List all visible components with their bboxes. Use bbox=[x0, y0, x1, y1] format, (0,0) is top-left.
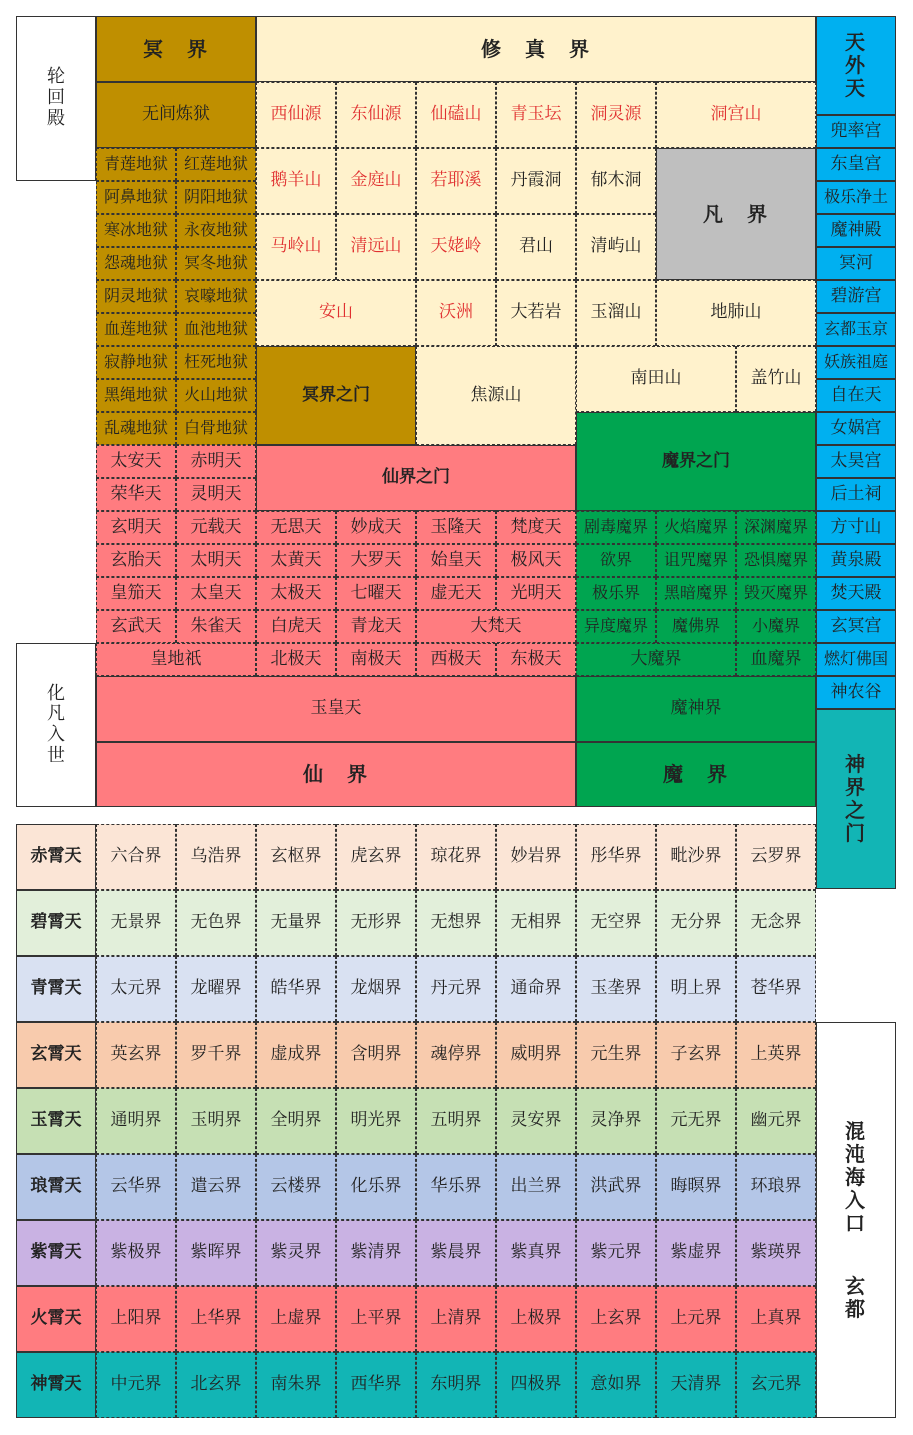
world-cell: 紫瑛界 bbox=[736, 1220, 816, 1286]
world-cell: 化乐界 bbox=[336, 1154, 416, 1220]
cave-heaven: 天姥岭 bbox=[416, 214, 496, 280]
world-cell: 玄枢界 bbox=[256, 824, 336, 890]
world-cell: 五明界 bbox=[416, 1088, 496, 1154]
cave-heaven: 鹅羊山 bbox=[256, 148, 336, 214]
heaven-cell: 玉隆天 bbox=[416, 511, 496, 544]
world-cell: 上玄界 bbox=[576, 1286, 656, 1352]
heaven-cell: 朱雀天 bbox=[176, 610, 256, 643]
world-cell: 上虚界 bbox=[256, 1286, 336, 1352]
wujian-purgatory: 无间炼狱 bbox=[96, 82, 256, 148]
heaven-cell: 虚无天 bbox=[416, 577, 496, 610]
demon-cell: 大魔界 bbox=[576, 643, 736, 676]
world-cell: 紫灵界 bbox=[256, 1220, 336, 1286]
heaven-cell: 极风天 bbox=[496, 544, 576, 577]
mortal-realm: 凡 界 bbox=[656, 148, 816, 280]
cave-heaven: 盖竹山 bbox=[736, 346, 816, 412]
palace-cell: 妖族祖庭 bbox=[816, 346, 896, 379]
world-cell: 意如界 bbox=[576, 1352, 656, 1418]
world-cell: 上清界 bbox=[416, 1286, 496, 1352]
cave-heaven: 玉溜山 bbox=[576, 280, 656, 346]
hell-cell: 阴阳地狱 bbox=[176, 181, 256, 214]
xiao-heaven-label: 赤霄天 bbox=[16, 824, 96, 890]
palace-cell: 自在天 bbox=[816, 379, 896, 412]
hell-cell: 怨魂地狱 bbox=[96, 247, 176, 280]
cave-heaven: 清屿山 bbox=[576, 214, 656, 280]
xiao-heaven-label: 紫霄天 bbox=[16, 1220, 96, 1286]
jade-emperor-heaven: 玉皇天 bbox=[96, 676, 576, 742]
hell-cell: 白骨地狱 bbox=[176, 412, 256, 445]
cave-heaven: 洞宫山 bbox=[656, 82, 816, 148]
demon-god-realm: 魔神界 bbox=[576, 676, 816, 742]
heaven-cell: 无思天 bbox=[256, 511, 336, 544]
world-cell: 无色界 bbox=[176, 890, 256, 956]
palace-cell: 碧游宫 bbox=[816, 280, 896, 313]
world-cell: 无量界 bbox=[256, 890, 336, 956]
world-cell: 上真界 bbox=[736, 1286, 816, 1352]
cave-heaven: 青玉坛 bbox=[496, 82, 576, 148]
palace-cell: 焚天殿 bbox=[816, 577, 896, 610]
world-cell: 苍华界 bbox=[736, 956, 816, 1022]
world-cell: 云楼界 bbox=[256, 1154, 336, 1220]
heaven-cell: 太极天 bbox=[256, 577, 336, 610]
palace-cell: 东皇宫 bbox=[816, 148, 896, 181]
heaven-cell: 赤明天 bbox=[176, 445, 256, 478]
world-cell: 幽元界 bbox=[736, 1088, 816, 1154]
palace-cell: 兜率宫 bbox=[816, 115, 896, 148]
demon-cell: 火焰魔界 bbox=[656, 511, 736, 544]
world-cell: 上元界 bbox=[656, 1286, 736, 1352]
xiao-heaven-label: 琅霄天 bbox=[16, 1154, 96, 1220]
hell-cell: 寂静地狱 bbox=[96, 346, 176, 379]
palace-cell: 女娲宫 bbox=[816, 412, 896, 445]
demon-cell: 毁灭魔界 bbox=[736, 577, 816, 610]
world-cell: 妙岩界 bbox=[496, 824, 576, 890]
cave-heaven: 清远山 bbox=[336, 214, 416, 280]
heaven-cell: 北极天 bbox=[256, 643, 336, 676]
palace-cell: 方寸山 bbox=[816, 511, 896, 544]
heaven-cell: 七曜天 bbox=[336, 577, 416, 610]
cave-heaven: 南田山 bbox=[576, 346, 736, 412]
palace-cell: 太昊宫 bbox=[816, 445, 896, 478]
hell-cell: 血池地狱 bbox=[176, 313, 256, 346]
heaven-cell: 太安天 bbox=[96, 445, 176, 478]
hell-cell: 黑绳地狱 bbox=[96, 379, 176, 412]
hell-cell: 血莲地狱 bbox=[96, 313, 176, 346]
world-cell: 彤华界 bbox=[576, 824, 656, 890]
world-cell: 上英界 bbox=[736, 1022, 816, 1088]
demon-cell: 黑暗魔界 bbox=[656, 577, 736, 610]
demon-cell: 异度魔界 bbox=[576, 610, 656, 643]
world-cell: 通命界 bbox=[496, 956, 576, 1022]
demon-realm-title: 魔 界 bbox=[576, 742, 816, 807]
world-cell: 灵安界 bbox=[496, 1088, 576, 1154]
world-cell: 无想界 bbox=[416, 890, 496, 956]
hell-cell: 红莲地狱 bbox=[176, 148, 256, 181]
cave-heaven: 仙磕山 bbox=[416, 82, 496, 148]
chaos-sea-entrance: 混 沌 海 入 口 玄 都 bbox=[816, 1022, 896, 1418]
world-cell: 玉明界 bbox=[176, 1088, 256, 1154]
palace-cell: 冥河 bbox=[816, 247, 896, 280]
lunhui-palace: 轮 回 殿 bbox=[16, 16, 96, 181]
cave-heaven: 金庭山 bbox=[336, 148, 416, 214]
world-cell: 南朱界 bbox=[256, 1352, 336, 1418]
cave-heaven: 沃洲 bbox=[416, 280, 496, 346]
world-cell: 东明界 bbox=[416, 1352, 496, 1418]
world-cell: 琼花界 bbox=[416, 824, 496, 890]
demon-cell: 极乐界 bbox=[576, 577, 656, 610]
world-cell: 上阳界 bbox=[96, 1286, 176, 1352]
immortal-realm-title: 仙 界 bbox=[96, 742, 576, 807]
world-cell: 北玄界 bbox=[176, 1352, 256, 1418]
xiao-heaven-label: 玄霄天 bbox=[16, 1022, 96, 1088]
cultivation-realm-title: 修 真 界 bbox=[256, 16, 816, 82]
world-cell: 通明界 bbox=[96, 1088, 176, 1154]
heaven-cell: 皇地祇 bbox=[96, 643, 256, 676]
demon-cell: 小魔界 bbox=[736, 610, 816, 643]
demon-cell: 欲界 bbox=[576, 544, 656, 577]
heaven-cell: 西极天 bbox=[416, 643, 496, 676]
world-cell: 华乐界 bbox=[416, 1154, 496, 1220]
hell-cell: 寒冰地狱 bbox=[96, 214, 176, 247]
world-cell: 云华界 bbox=[96, 1154, 176, 1220]
world-cell: 英玄界 bbox=[96, 1022, 176, 1088]
cave-heaven: 地肺山 bbox=[656, 280, 816, 346]
demon-cell: 诅咒魔界 bbox=[656, 544, 736, 577]
world-cell: 六合界 bbox=[96, 824, 176, 890]
hell-cell: 火山地狱 bbox=[176, 379, 256, 412]
world-cell: 遣云界 bbox=[176, 1154, 256, 1220]
world-cell: 紫晖界 bbox=[176, 1220, 256, 1286]
world-cell: 洪武界 bbox=[576, 1154, 656, 1220]
world-cell: 紫清界 bbox=[336, 1220, 416, 1286]
heaven-cell: 东极天 bbox=[496, 643, 576, 676]
hell-cell: 阴灵地狱 bbox=[96, 280, 176, 313]
world-cell: 子玄界 bbox=[656, 1022, 736, 1088]
xiao-heaven-label: 火霄天 bbox=[16, 1286, 96, 1352]
palace-cell: 玄都玉京 bbox=[816, 313, 896, 346]
demon-cell: 魔佛界 bbox=[656, 610, 736, 643]
heaven-cell: 玄明天 bbox=[96, 511, 176, 544]
world-cell: 上平界 bbox=[336, 1286, 416, 1352]
world-cell: 中元界 bbox=[96, 1352, 176, 1418]
world-cell: 元生界 bbox=[576, 1022, 656, 1088]
heaven-cell: 梵度天 bbox=[496, 511, 576, 544]
heaven-cell: 太黄天 bbox=[256, 544, 336, 577]
world-cell: 紫晨界 bbox=[416, 1220, 496, 1286]
immortal-gate: 仙界之门 bbox=[256, 445, 576, 511]
world-cell: 西华界 bbox=[336, 1352, 416, 1418]
world-cell: 全明界 bbox=[256, 1088, 336, 1154]
world-cell: 无念界 bbox=[736, 890, 816, 956]
world-cell: 上华界 bbox=[176, 1286, 256, 1352]
palace-cell: 极乐净土 bbox=[816, 181, 896, 214]
heaven-cell: 太皇天 bbox=[176, 577, 256, 610]
world-cell: 天清界 bbox=[656, 1352, 736, 1418]
heaven-cell: 大罗天 bbox=[336, 544, 416, 577]
world-cell: 明上界 bbox=[656, 956, 736, 1022]
world-cell: 无分界 bbox=[656, 890, 736, 956]
demon-cell: 血魔界 bbox=[736, 643, 816, 676]
world-cell: 无景界 bbox=[96, 890, 176, 956]
beyond-heaven: 天 外 天 bbox=[816, 16, 896, 115]
world-cell: 环琅界 bbox=[736, 1154, 816, 1220]
xiao-heaven-label: 青霄天 bbox=[16, 956, 96, 1022]
world-cell: 无形界 bbox=[336, 890, 416, 956]
world-cell: 上极界 bbox=[496, 1286, 576, 1352]
hell-cell: 乱魂地狱 bbox=[96, 412, 176, 445]
world-cell: 含明界 bbox=[336, 1022, 416, 1088]
cave-heaven: 君山 bbox=[496, 214, 576, 280]
heaven-cell: 元载天 bbox=[176, 511, 256, 544]
world-cell: 四极界 bbox=[496, 1352, 576, 1418]
heaven-cell: 灵明天 bbox=[176, 478, 256, 511]
heaven-cell: 太明天 bbox=[176, 544, 256, 577]
heaven-cell: 始皇天 bbox=[416, 544, 496, 577]
heaven-cell: 玄武天 bbox=[96, 610, 176, 643]
hell-cell: 永夜地狱 bbox=[176, 214, 256, 247]
cave-heaven: 安山 bbox=[256, 280, 416, 346]
world-cell: 丹元界 bbox=[416, 956, 496, 1022]
heaven-cell: 皇笳天 bbox=[96, 577, 176, 610]
cave-heaven: 丹霞洞 bbox=[496, 148, 576, 214]
world-cell: 紫极界 bbox=[96, 1220, 176, 1286]
world-cell: 无相界 bbox=[496, 890, 576, 956]
world-cell: 紫虚界 bbox=[656, 1220, 736, 1286]
hell-cell: 冥冬地狱 bbox=[176, 247, 256, 280]
xiao-heaven-label: 碧霄天 bbox=[16, 890, 96, 956]
world-cell: 龙烟界 bbox=[336, 956, 416, 1022]
hell-cell: 阿鼻地狱 bbox=[96, 181, 176, 214]
heaven-cell: 南极天 bbox=[336, 643, 416, 676]
cave-heaven: 大若岩 bbox=[496, 280, 576, 346]
demon-cell: 剧毒魔界 bbox=[576, 511, 656, 544]
hell-cell: 青莲地狱 bbox=[96, 148, 176, 181]
world-cell: 紫真界 bbox=[496, 1220, 576, 1286]
heaven-cell: 玄胎天 bbox=[96, 544, 176, 577]
heaven-cell: 青龙天 bbox=[336, 610, 416, 643]
cave-heaven: 焦源山 bbox=[416, 346, 576, 445]
palace-cell: 玄冥宫 bbox=[816, 610, 896, 643]
demon-cell: 恐惧魔界 bbox=[736, 544, 816, 577]
world-cell: 威明界 bbox=[496, 1022, 576, 1088]
demon-gate: 魔界之门 bbox=[576, 412, 816, 511]
world-cell: 罗千界 bbox=[176, 1022, 256, 1088]
cave-heaven: 洞灵源 bbox=[576, 82, 656, 148]
heaven-cell: 光明天 bbox=[496, 577, 576, 610]
xiao-heaven-label: 玉霄天 bbox=[16, 1088, 96, 1154]
hell-cell: 枉死地狱 bbox=[176, 346, 256, 379]
palace-cell: 后土祠 bbox=[816, 478, 896, 511]
world-cell: 玉垄界 bbox=[576, 956, 656, 1022]
cave-heaven: 东仙源 bbox=[336, 82, 416, 148]
demon-cell: 深渊魔界 bbox=[736, 511, 816, 544]
huafan-rushi: 化 凡 入 世 bbox=[16, 643, 96, 807]
cave-heaven: 郁木洞 bbox=[576, 148, 656, 214]
world-cell: 乌浩界 bbox=[176, 824, 256, 890]
palace-cell: 神农谷 bbox=[816, 676, 896, 709]
world-cell: 晦暝界 bbox=[656, 1154, 736, 1220]
god-gate: 神 界 之 门 bbox=[816, 709, 896, 889]
world-cell: 紫元界 bbox=[576, 1220, 656, 1286]
world-cell: 虚成界 bbox=[256, 1022, 336, 1088]
world-cell: 明光界 bbox=[336, 1088, 416, 1154]
world-cell: 魂停界 bbox=[416, 1022, 496, 1088]
palace-cell: 黄泉殿 bbox=[816, 544, 896, 577]
world-cell: 云罗界 bbox=[736, 824, 816, 890]
heaven-cell: 大梵天 bbox=[416, 610, 576, 643]
world-cell: 毗沙界 bbox=[656, 824, 736, 890]
world-cell: 玄元界 bbox=[736, 1352, 816, 1418]
heaven-cell: 白虎天 bbox=[256, 610, 336, 643]
hell-cell: 哀嚎地狱 bbox=[176, 280, 256, 313]
world-cell: 龙曜界 bbox=[176, 956, 256, 1022]
heaven-cell: 妙成天 bbox=[336, 511, 416, 544]
world-cell: 元无界 bbox=[656, 1088, 736, 1154]
nether-gate: 冥界之门 bbox=[256, 346, 416, 445]
heaven-cell: 荣华天 bbox=[96, 478, 176, 511]
world-cell: 太元界 bbox=[96, 956, 176, 1022]
world-cell: 出兰界 bbox=[496, 1154, 576, 1220]
world-cell: 皓华界 bbox=[256, 956, 336, 1022]
cave-heaven: 若耶溪 bbox=[416, 148, 496, 214]
world-cell: 虎玄界 bbox=[336, 824, 416, 890]
palace-cell: 魔神殿 bbox=[816, 214, 896, 247]
xiao-heaven-label: 神霄天 bbox=[16, 1352, 96, 1418]
cave-heaven: 西仙源 bbox=[256, 82, 336, 148]
world-cell: 灵净界 bbox=[576, 1088, 656, 1154]
palace-cell: 燃灯佛国 bbox=[816, 643, 896, 676]
world-cell: 无空界 bbox=[576, 890, 656, 956]
netherworld-title: 冥 界 bbox=[96, 16, 256, 82]
cave-heaven: 马岭山 bbox=[256, 214, 336, 280]
